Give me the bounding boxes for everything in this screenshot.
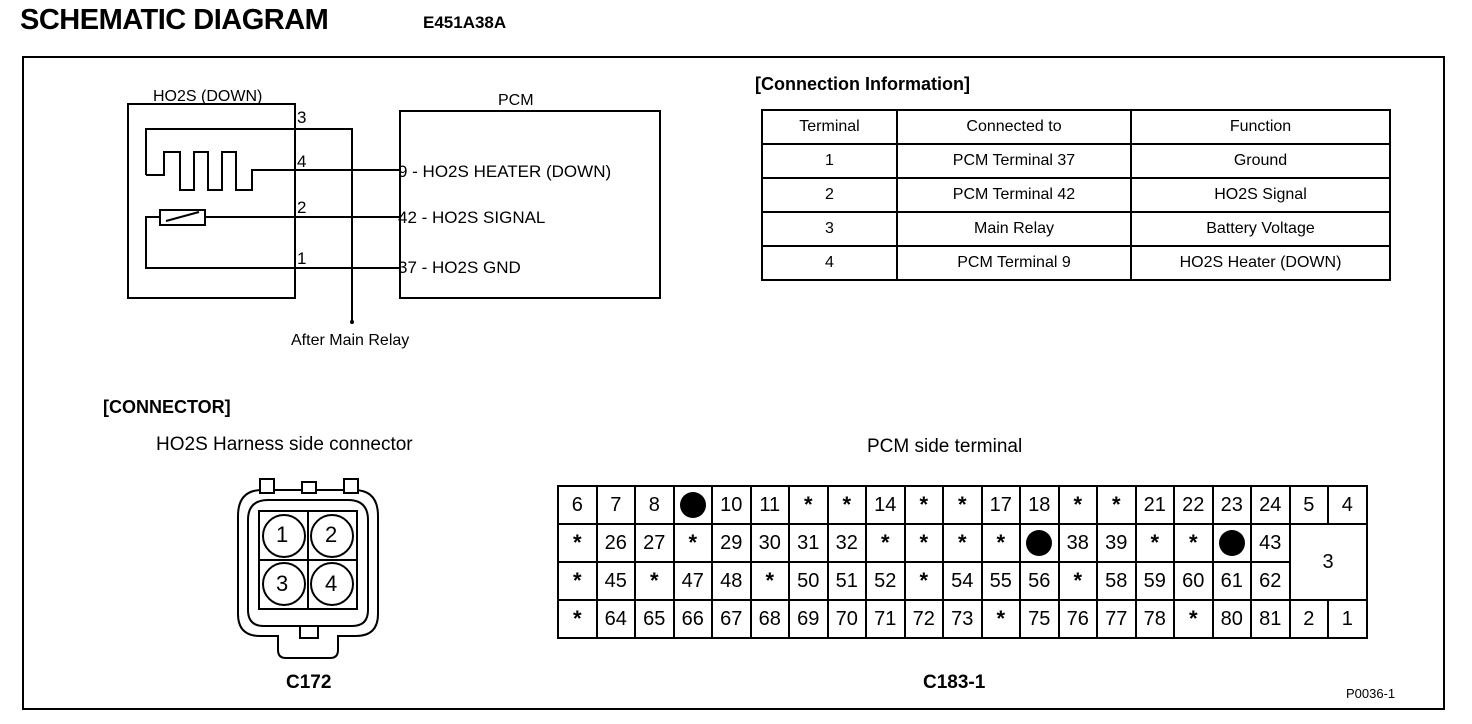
- terminal-cell: 62: [1251, 562, 1290, 600]
- terminal-cell: 73: [943, 600, 982, 638]
- terminal-cell: 17: [982, 486, 1021, 524]
- terminal-cell: 58: [1097, 562, 1136, 600]
- pin-label: 4: [297, 152, 307, 171]
- terminal-cell: *: [982, 524, 1021, 562]
- table-cell: 3: [762, 212, 897, 246]
- table-cell: 2: [762, 178, 897, 212]
- table-cell: Battery Voltage: [1131, 212, 1390, 246]
- terminal-cell: *: [751, 562, 790, 600]
- terminal-cell: 77: [1097, 600, 1136, 638]
- terminal-dot: [680, 492, 706, 518]
- terminal-cell: *: [558, 524, 597, 562]
- terminal-cell: [1020, 524, 1059, 562]
- terminal-cell: 23: [1213, 486, 1252, 524]
- terminal-cell: 26: [597, 524, 636, 562]
- harness-pin: 3: [276, 571, 289, 596]
- relay-label: After Main Relay: [291, 332, 410, 349]
- terminal-cell: *: [1174, 524, 1213, 562]
- page-title: SCHEMATIC DIAGRAM: [20, 4, 329, 36]
- table-row: [762, 178, 1390, 212]
- table-cell: HO2S Signal: [1131, 178, 1390, 212]
- heater-zigzag: [146, 152, 400, 190]
- table-header-row: [762, 110, 1390, 144]
- harness-pin: 2: [325, 522, 338, 547]
- terminal-cell: 76: [1059, 600, 1098, 638]
- terminal-cell: 56: [1020, 562, 1059, 600]
- terminal-cell: 55: [982, 562, 1021, 600]
- figure-ref: P0036-1: [1346, 686, 1396, 701]
- terminal-cell: 80: [1213, 600, 1252, 638]
- table-row: [762, 212, 1390, 246]
- terminal-cell: 68: [751, 600, 790, 638]
- connection-heading: [Connection Information]: [755, 74, 970, 94]
- terminal-cell: *: [558, 600, 597, 638]
- terminal-cell: 47: [674, 562, 713, 600]
- terminal-cell: 45: [597, 562, 636, 600]
- terminal-cell: 31: [789, 524, 828, 562]
- terminal-cell: *: [789, 486, 828, 524]
- terminal-cell: 71: [866, 600, 905, 638]
- terminal-cell: 10: [712, 486, 751, 524]
- table-cell: Ground: [1131, 144, 1390, 178]
- terminal-cell: *: [635, 562, 674, 600]
- pcm-connector-id: C183-1: [923, 672, 986, 693]
- harness-pin: 1: [276, 522, 289, 547]
- terminal-cell: *: [1059, 486, 1098, 524]
- terminal-cell: 72: [905, 600, 944, 638]
- terminal-cell: 81: [1251, 600, 1290, 638]
- terminal-cell: 24: [1251, 486, 1290, 524]
- terminal-cell: *: [1059, 562, 1098, 600]
- terminal-cell: 59: [1136, 562, 1175, 600]
- terminal-cell: 11: [751, 486, 790, 524]
- terminal-cell: 61: [1213, 562, 1252, 600]
- pin-label: 2: [297, 198, 307, 217]
- terminal-cell: 30: [751, 524, 790, 562]
- terminal-cell: *: [943, 524, 982, 562]
- pcm-line-gnd: 37 - HO2S GND: [398, 258, 521, 277]
- grid-row: [558, 562, 1367, 600]
- terminal-cell: [674, 486, 713, 524]
- pcm-line-signal: 42 - HO2S SIGNAL: [398, 208, 546, 227]
- terminal-cell: *: [905, 486, 944, 524]
- pcm-terminal-label: PCM side terminal: [867, 436, 1023, 457]
- table-header: Terminal: [762, 110, 897, 144]
- table-row: [762, 246, 1390, 280]
- terminal-dot: [1219, 530, 1245, 556]
- terminal-cell: *: [943, 486, 982, 524]
- table-cell: PCM Terminal 9: [897, 246, 1131, 280]
- terminal-cell: 32: [828, 524, 867, 562]
- terminal-cell: 2: [1290, 600, 1329, 638]
- table-header: Function: [1131, 110, 1390, 144]
- table-row: [762, 144, 1390, 178]
- terminal-cell: 51: [828, 562, 867, 600]
- harness-label: HO2S Harness side connector: [156, 434, 413, 455]
- terminal-cell: *: [982, 600, 1021, 638]
- harness-connector-drawing: [228, 474, 388, 674]
- harness-pin: 4: [325, 571, 338, 596]
- terminal-cell: 4: [1328, 486, 1367, 524]
- document-code: E451A38A: [423, 13, 507, 32]
- connection-table: [761, 109, 1391, 281]
- terminal-cell: 69: [789, 600, 828, 638]
- terminal-cell: 50: [789, 562, 828, 600]
- grid-row: [558, 486, 1367, 524]
- terminal-cell: 66: [674, 600, 713, 638]
- terminal-cell: 67: [712, 600, 751, 638]
- pin-label: 1: [297, 249, 307, 268]
- table-cell: PCM Terminal 37: [897, 144, 1131, 178]
- terminal-cell: 52: [866, 562, 905, 600]
- terminal-cell: 39: [1097, 524, 1136, 562]
- terminal-cell: 65: [635, 600, 674, 638]
- terminal-cell: 8: [635, 486, 674, 524]
- terminal-cell: 22: [1174, 486, 1213, 524]
- table-cell: 4: [762, 246, 897, 280]
- table-cell: PCM Terminal 42: [897, 178, 1131, 212]
- terminal-cell: *: [558, 562, 597, 600]
- terminal-cell: 43: [1251, 524, 1290, 562]
- grid-row: [558, 600, 1367, 638]
- terminal-cell: *: [828, 486, 867, 524]
- terminal-cell: 29: [712, 524, 751, 562]
- connector-heading: [CONNECTOR]: [103, 397, 231, 417]
- terminal-cell: 48: [712, 562, 751, 600]
- terminal-cell: *: [905, 562, 944, 600]
- table-header: Connected to: [897, 110, 1131, 144]
- table-cell: Main Relay: [897, 212, 1131, 246]
- terminal-cell: *: [1174, 600, 1213, 638]
- terminal-cell: *: [1097, 486, 1136, 524]
- terminal-cell: 27: [635, 524, 674, 562]
- terminal-dot: [1026, 530, 1052, 556]
- terminal-cell: 78: [1136, 600, 1175, 638]
- terminal-cell: 21: [1136, 486, 1175, 524]
- pcm-label: PCM: [498, 92, 534, 109]
- sensor-label: HO2S (DOWN): [153, 88, 263, 105]
- terminal-cell: [1213, 524, 1252, 562]
- terminal-cell: 64: [597, 600, 636, 638]
- terminal-cell: 38: [1059, 524, 1098, 562]
- table-cell: HO2S Heater (DOWN): [1131, 246, 1390, 280]
- terminal-cell: 54: [943, 562, 982, 600]
- terminal-cell: 1: [1328, 600, 1367, 638]
- terminal-cell: 6: [558, 486, 597, 524]
- terminal-cell: *: [866, 524, 905, 562]
- grid-row: [558, 524, 1367, 562]
- terminal-cell: 5: [1290, 486, 1329, 524]
- terminal-cell: 14: [866, 486, 905, 524]
- pcm-line-heater: 9 - HO2S HEATER (DOWN): [398, 162, 612, 181]
- terminal-cell: *: [1136, 524, 1175, 562]
- terminal-cell: *: [905, 524, 944, 562]
- terminal-cell: 70: [828, 600, 867, 638]
- terminal-cell-merged: 3: [1290, 524, 1367, 600]
- pcm-terminal-grid: [557, 485, 1368, 639]
- terminal-cell: 7: [597, 486, 636, 524]
- pin-label: 3: [297, 108, 307, 127]
- terminal-cell: *: [674, 524, 713, 562]
- harness-connector-id: C172: [286, 672, 332, 693]
- terminal-cell: 18: [1020, 486, 1059, 524]
- table-cell: 1: [762, 144, 897, 178]
- terminal-cell: 60: [1174, 562, 1213, 600]
- terminal-cell: 75: [1020, 600, 1059, 638]
